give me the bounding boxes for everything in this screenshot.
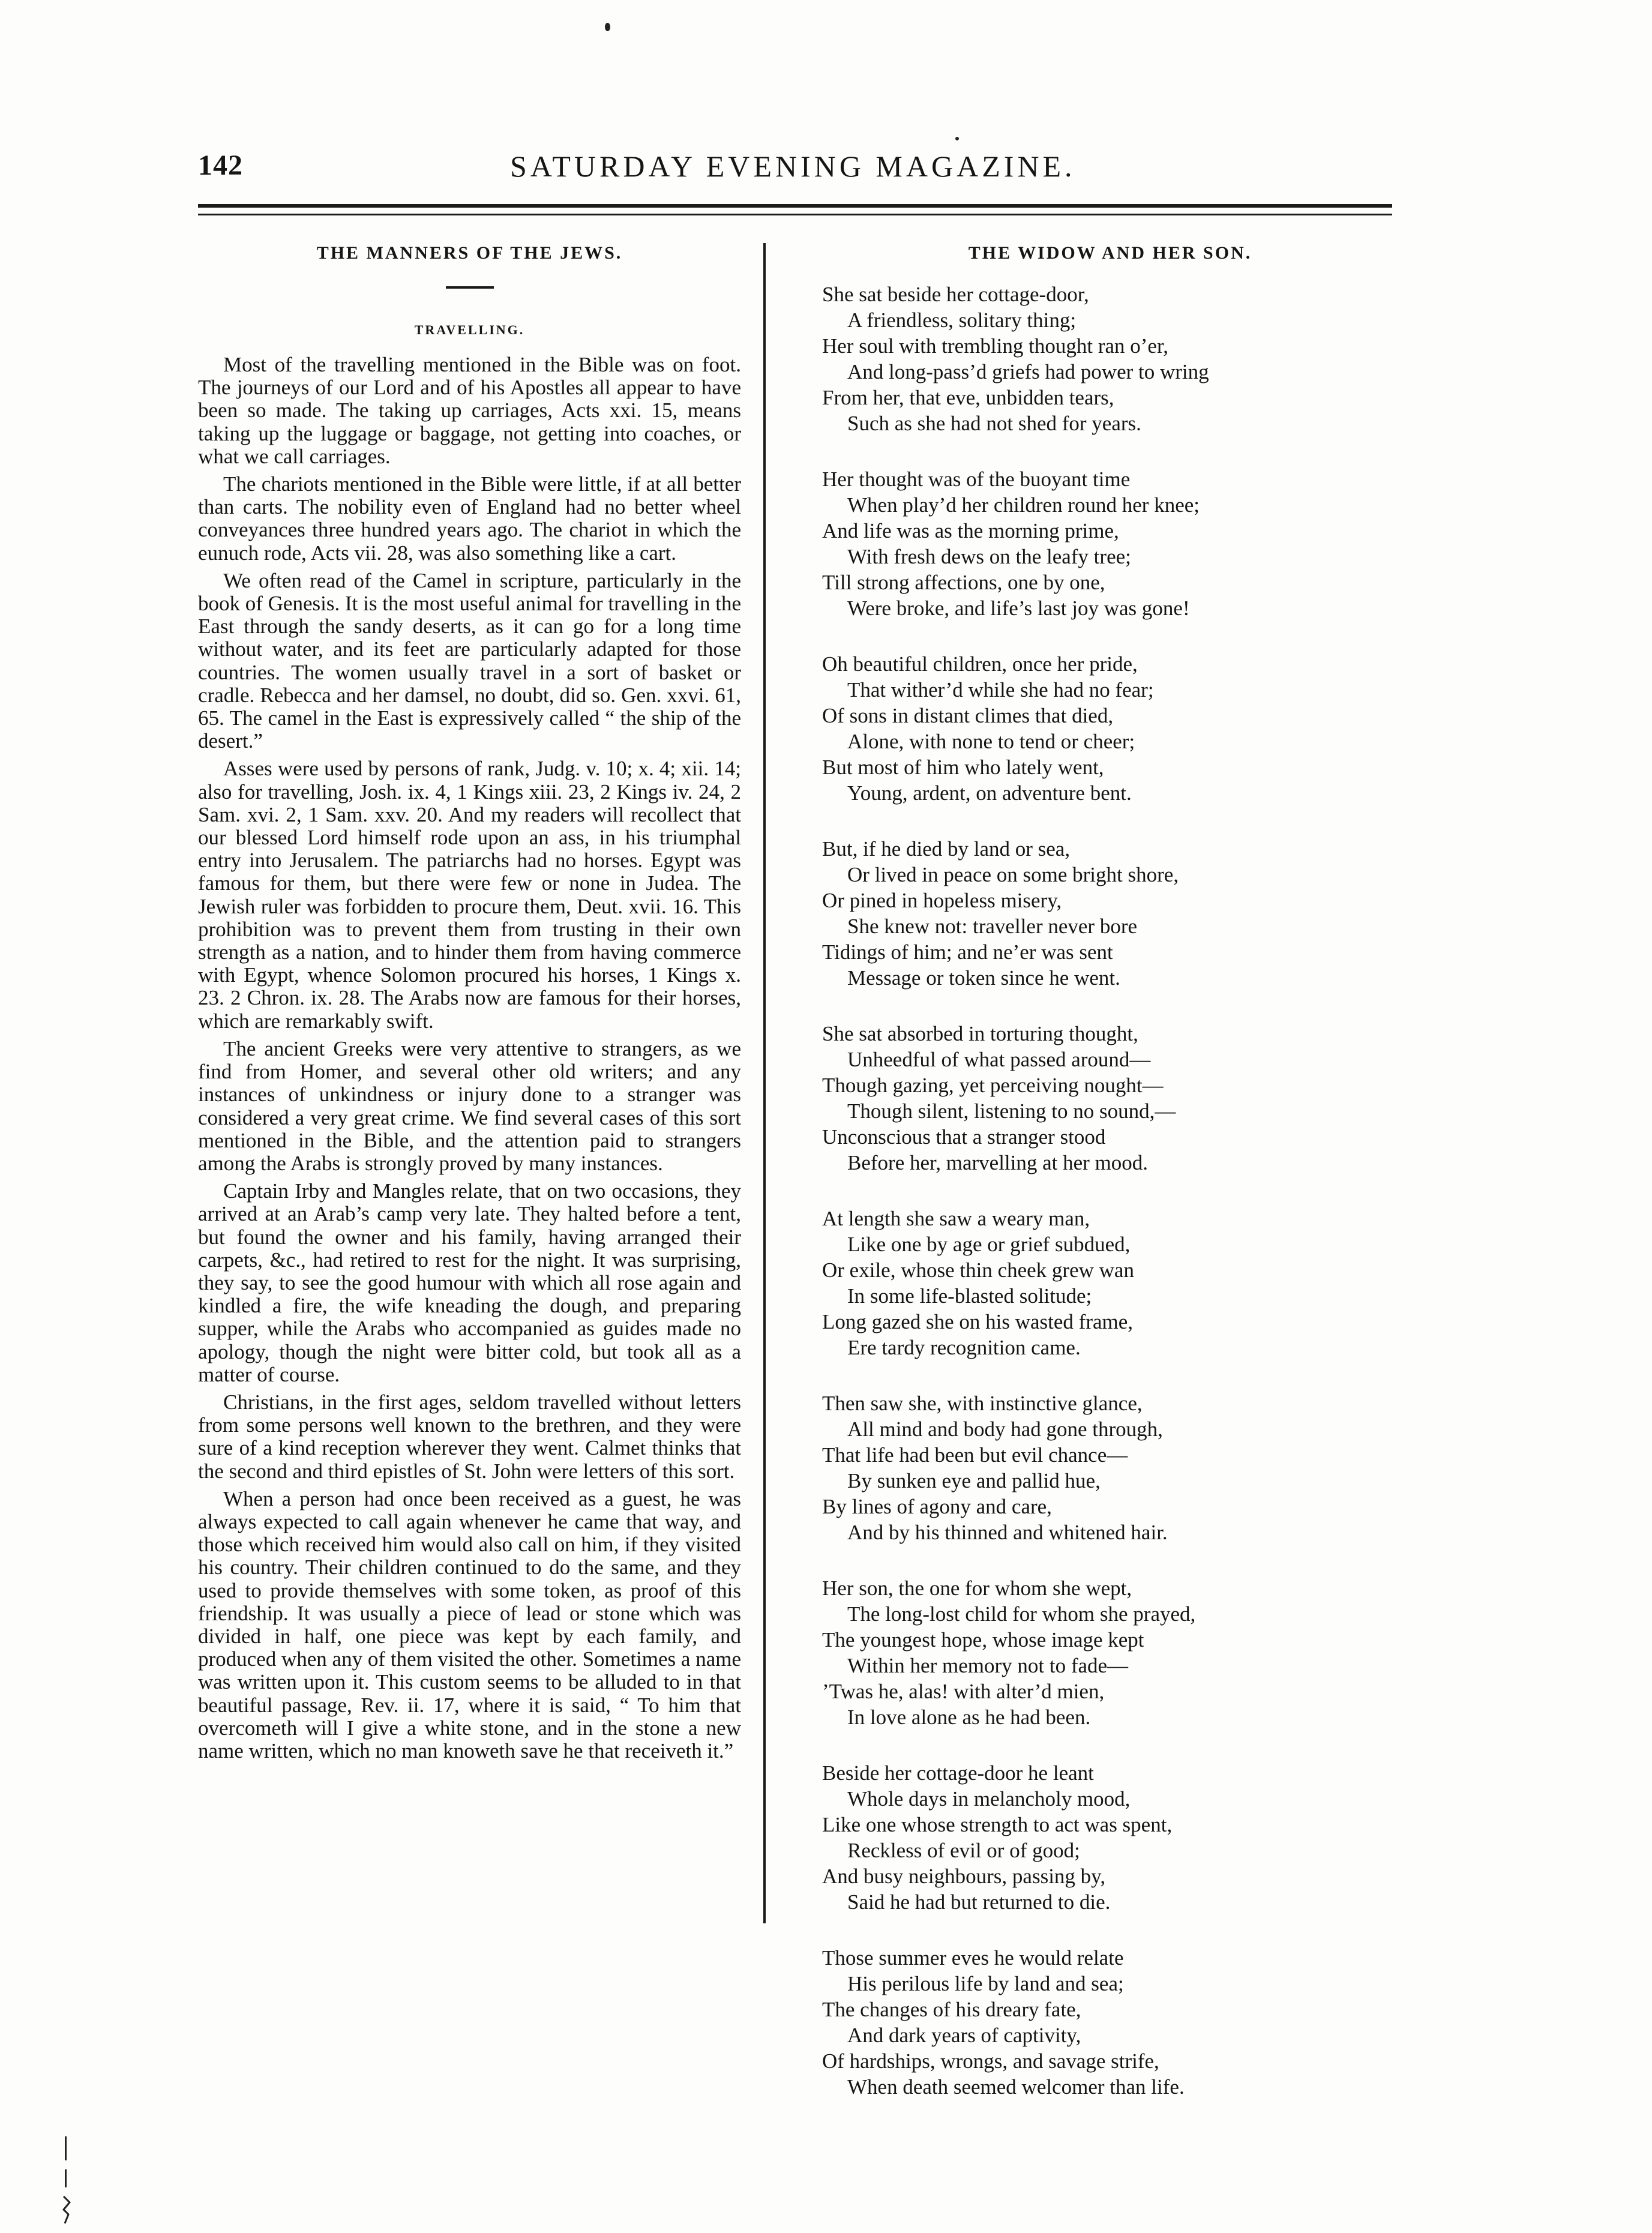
poem-line: And life was as the morning prime, (822, 519, 1119, 542)
poem-line: Of hardships, wrongs, and savage strife, (822, 2049, 1159, 2073)
article-title: THE MANNERS OF THE JEWS. (316, 243, 623, 263)
article-subhead: TRAVELLING. (414, 322, 525, 337)
poem-line: Such as she had not shed for years. (847, 412, 1141, 435)
poem-line: Of sons in distant climes that died, (822, 704, 1114, 727)
poem-stanza (822, 466, 1398, 621)
page-number: 142 (198, 149, 243, 181)
poem-line: Alone, with none to tend or cheer; (847, 730, 1135, 753)
poem-line: When death seemed welcomer than life. (847, 2075, 1185, 2099)
poem-line: Then saw she, with instinctive glance, (822, 1392, 1143, 1415)
poem-line: In love alone as he had been. (847, 1706, 1091, 1729)
poem-line: Like one by age or grief subdued, (847, 1233, 1131, 1256)
header-rule-thin (198, 214, 1392, 215)
article-paragraph: The ancient Greeks were very attentive to strangers, as we find from Homer, and several other old writers; and any instances of unkindness or injury done to a stranger was considered a very great crime. We find several cases of this sort mentioned in the Bible, and the attention paid to strangers among the Arabs is strongly proved by many instances. (198, 1036, 741, 1175)
poem-line: With fresh dews on the leafy tree; (847, 545, 1131, 568)
column-divider (763, 243, 766, 1923)
poem-stanza (822, 281, 1398, 436)
poem-line: Though silent, listening to no sound,— (847, 1099, 1176, 1123)
poem-line: Ere tardy recognition came. (847, 1336, 1081, 1359)
poem-line: ’Twas he, alas! with alter’d mien, (822, 1680, 1105, 1703)
page-header (198, 149, 1392, 197)
poem-line: Were broke, and life’s last joy was gone! (847, 597, 1190, 620)
poem-line: She sat absorbed in torturing thought, (822, 1022, 1138, 1045)
poem-line: Her soul with trembling thought ran o’er, (822, 334, 1168, 358)
poem-line: By lines of agony and care, (822, 1495, 1052, 1518)
poem-line: She knew not: traveller never bore (847, 915, 1138, 938)
poem-stanza (822, 1945, 1398, 2100)
poem-line: From her, that eve, unbidden tears, (822, 386, 1114, 409)
poem-line: That wither’d while she had no fear; (847, 678, 1154, 702)
poem-line: She sat beside her cottage-door, (822, 283, 1089, 306)
poem-line: Long gazed she on his wasted frame, (822, 1310, 1134, 1333)
article-paragraph: Asses were used by persons of rank, Judg. v. 10; x. 4; xii. 14; also for travelling, Josh. ix. 4, 1 Kings xiii. 23, 2 Kings iv. 24, 2 Sam. xvi. 2, 1 Sam. xxv. 20. And my readers will recollect that our blessed Lord himself rode upon an ass, in his triumphal entry into Jerusalem. The patriarchs had no horses. Egypt was famous for them, but there were few or none in Judea. The Jewish ruler was forbidden to procure them, Deut. xvii. 16. This prohibition was to prevent them from trusting in their own strength as a nation, and to hinder them from having commerce with Egypt, whence Solomon procured his horses, 1 Kings x. 23. 2 Chron. ix. 28. The Arabs now are famous for their horses, which are remarkably swift. (198, 757, 741, 1033)
poem-stanza (822, 1760, 1398, 1915)
poem-line: But most of him who lately went, (822, 756, 1104, 779)
poem-line: Her son, the one for whom she wept, (822, 1576, 1132, 1600)
poem-line: Or pined in hopeless misery, (822, 889, 1062, 912)
poem-line: Till strong affections, one by one, (822, 571, 1105, 594)
article-paragraph: Most of the travelling mentioned in the Bible was on foot. The journeys of our Lord and of his Apostles all appear to have been so made. The taking up carriages, Acts xxi. 15, means taking up the luggage or baggage, not getting into coaches, or what we call carriages. (198, 353, 741, 468)
poem-stanza (822, 1206, 1398, 1360)
poem-line: Message or token since he went. (847, 966, 1120, 990)
poem-stanza (822, 651, 1398, 806)
poem-line: Before her, marvelling at her mood. (847, 1151, 1149, 1174)
poem-line: Whole days in melancholy mood, (847, 1787, 1131, 1811)
title-dash-divider (446, 286, 494, 289)
poem-stanza (822, 1390, 1398, 1545)
poem-line: And long-pass’d griefs had power to wring (847, 360, 1209, 383)
poem-line: A friendless, solitary thing; (847, 308, 1077, 332)
poem-line: Though gazing, yet perceiving nought— (822, 1074, 1164, 1097)
article-paragraph: The chariots mentioned in the Bible were little, if at all better than carts. The nobility even of England had no better wheel conveyances three hundred years ago. The chariot in which the eunuch rode, Acts vii. 28, was also something like a cart. (198, 472, 741, 565)
ink-speck (605, 23, 610, 31)
poem-line: That life had been but evil chance— (822, 1443, 1128, 1467)
poem-line: And busy neighbours, passing by, (822, 1865, 1106, 1888)
poem-line: Or exile, whose thin cheek grew wan (822, 1258, 1134, 1282)
poem-line: Unheedful of what passed around— (847, 1048, 1151, 1071)
poem-stanza (822, 836, 1398, 991)
poem-line: Like one whose strength to act was spent, (822, 1813, 1173, 1836)
poem-line: Oh beautiful children, once her pride, (822, 652, 1138, 676)
article-column (198, 243, 741, 1767)
header-rule (198, 204, 1392, 208)
poem-line: Reckless of evil or of good; (847, 1839, 1080, 1862)
poem-line: Or lived in peace on some bright shore, (847, 863, 1179, 886)
article-paragraph: When a person had once been received as a guest, he was always expected to call again whenever he came that way, and those which received him would also call on him, if they visited his country. Their children continued to do the same, and they used to provide themselves with some token, as proof of this friendship. It was usually a piece of lead or stone which was divided in half, one piece was kept by each family, and produced when any of them visited the other. Sometimes a name was written upon it. This custom seems to be alluded to in that beautiful passage, Rev. ii. 17, where it is said, “ To him that overcometh will I give a white stone, and in the stone a new name written, which no man knoweth save he that receiveth it.” (198, 1486, 741, 1763)
poem-line: By sunken eye and pallid hue, (847, 1469, 1101, 1492)
poem-line: All mind and body had gone through, (847, 1417, 1163, 1441)
poem-line: The long-lost child for whom she prayed, (847, 1602, 1196, 1626)
poem-line: Beside her cottage-door he leant (822, 1761, 1094, 1785)
article-paragraph: Captain Irby and Mangles relate, that on two occasions, they arrived at an Arab’s camp very late. They halted before a tent, but found the owner and his family, having arranged their carpets, &c., had retired to rest for the night. It was surprising, they say, to see the good humour with which all rose again and kindled a fire, the wife kneading the dough, and preparing supper, while the Arabs who accompanied as guides made no apology, though the night were bitter cold, but took all as a matter of course. (198, 1179, 741, 1386)
poem-line: The youngest hope, whose image kept (822, 1628, 1144, 1651)
poem-line: Those summer eves he would relate (822, 1946, 1124, 1970)
poem-line: And dark years of captivity, (847, 2024, 1081, 2047)
poem-line: When play’d her children round her knee; (847, 493, 1200, 517)
poem-column (822, 243, 1398, 2130)
poem-line: Unconscious that a stranger stood (822, 1125, 1106, 1149)
poem-line: And by his thinned and whitened hair. (847, 1521, 1168, 1544)
poem-stanza (822, 1575, 1398, 1730)
poem-line: But, if he died by land or sea, (822, 837, 1071, 861)
poem-line: His perilous life by land and sea; (847, 1972, 1124, 1995)
poem-line: Young, ardent, on adventure bent. (847, 781, 1132, 805)
poem-line: Said he had but returned to die. (847, 1890, 1111, 1914)
poem-line: In some life-blasted solitude; (847, 1284, 1092, 1308)
poem-line: Tidings of him; and ne’er was sent (822, 940, 1113, 964)
poem-body (822, 281, 1398, 2100)
poem-stanza (822, 1021, 1398, 1176)
poem-title: THE WIDOW AND HER SON. (968, 243, 1252, 263)
article-paragraph: Christians, in the first ages, seldom travelled without letters from some persons well known to the brethren, and they were sure of a kind reception wherever they went. Calmet thinks that the second and third epistles of St. John were letters of this sort. (198, 1390, 741, 1483)
poem-line: The changes of his dreary fate, (822, 1998, 1081, 2021)
poem-line: At length she saw a weary man, (822, 1207, 1090, 1230)
running-title: SATURDAY EVENING MAGAZINE. (510, 149, 1076, 183)
ink-speck (955, 137, 959, 140)
margin-marks (59, 2136, 77, 2226)
article-paragraph: We often read of the Camel in scripture, particularly in the book of Genesis. It is the most useful animal for travelling in the East through the sandy deserts, as it can go for a long time without water, and its feet are particularly adapted for those countries. The women usually travel in a sort of basket or cradle. Rebecca and her damsel, no doubt, did so. Gen. xxvi. 61, 65. The camel in the East is expressively called “ the ship of the desert.” (198, 568, 741, 753)
poem-line: Her thought was of the buoyant time (822, 467, 1131, 491)
poem-line: Within her memory not to fade— (847, 1654, 1129, 1677)
